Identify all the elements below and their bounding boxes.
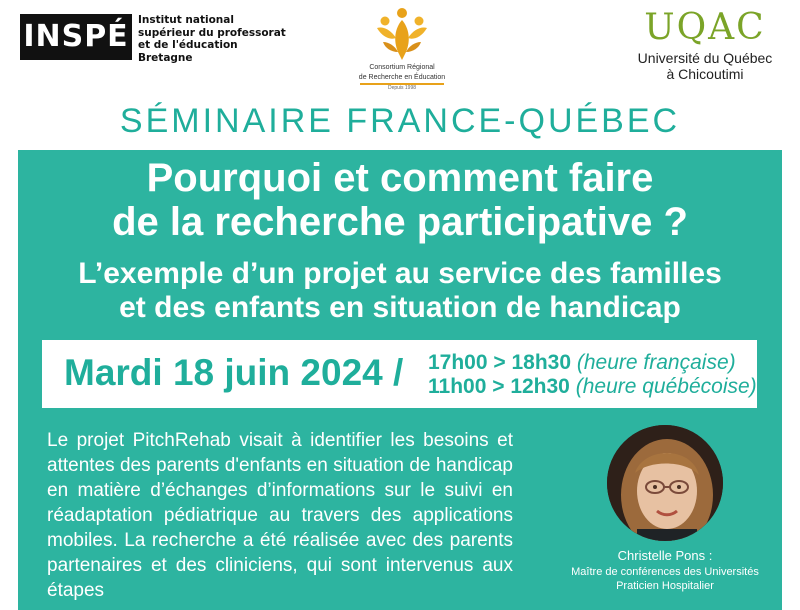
speaker-role <box>550 565 780 593</box>
title-line: de la recherche participative ? <box>112 200 688 244</box>
page-subtitle <box>18 257 782 325</box>
crre-logo <box>352 6 452 96</box>
uqac-logo-mark: UQAC <box>644 7 766 48</box>
uqac-name-line: Université du Québec <box>637 50 773 66</box>
speaker-portrait-icon <box>607 425 723 541</box>
time-quebec <box>428 375 757 399</box>
inspe-text-line: Bretagne <box>138 51 193 64</box>
time-quebec-note: (heure québécoise) <box>575 375 757 398</box>
inspe-text-line: supérieur du professorat <box>138 26 286 39</box>
inspe-logo-text <box>138 14 298 64</box>
inspe-logo <box>20 14 286 64</box>
speaker-role-line: Praticien Hospitalier <box>616 580 714 592</box>
time-france <box>428 351 757 375</box>
subtitle-line: et des enfants en situation de handicap <box>119 291 681 324</box>
event-date-box <box>42 340 757 408</box>
subtitle-line: L’exemple d’un projet au service des familles <box>78 257 722 290</box>
speaker-name: Christelle Pons : <box>617 548 713 563</box>
event-date: Mardi 18 juin 2024 / <box>64 352 404 393</box>
time-quebec-range: 11h00 > 12h30 <box>428 375 570 398</box>
time-france-range: 17h00 > 18h30 <box>428 351 572 374</box>
seminar-label: SÉMINAIRE FRANCE-QUÉBEC <box>119 102 681 140</box>
time-france-note: (heure française) <box>576 351 736 374</box>
title-line: Pourquoi et comment faire <box>146 156 654 200</box>
crre-name-line: Consortium Régional <box>369 64 435 71</box>
crre-people-icon <box>371 6 433 62</box>
uqac-logo <box>620 6 790 82</box>
event-times <box>428 351 757 399</box>
page-title <box>18 156 782 244</box>
inspe-text-line: et de l'éducation <box>138 39 238 51</box>
crre-founded: Depuis 1998 <box>387 85 417 91</box>
inspe-logo-mark: INSPÉ <box>20 14 132 60</box>
speaker-role-line: Maître de conférences des Universités <box>571 566 759 578</box>
project-description: Le projet PitchRehab visait à identifier les besoins et attentes des parents d'enfants en situation de handicap en matière d’échanges d’informations sur le suivi en réadaptation pédiatrique au travers des applications mobiles. La recherche a été réalisée avec des parents partenaires et des cliniciens, qui sont intervenus aux étapes <box>47 430 513 601</box>
inspe-text-line: Institut national <box>138 14 234 26</box>
crre-name-line: de Recherche en Éducation <box>358 74 446 81</box>
uqac-name-line: à Chicoutimi <box>666 66 744 82</box>
speaker-photo <box>607 425 723 541</box>
